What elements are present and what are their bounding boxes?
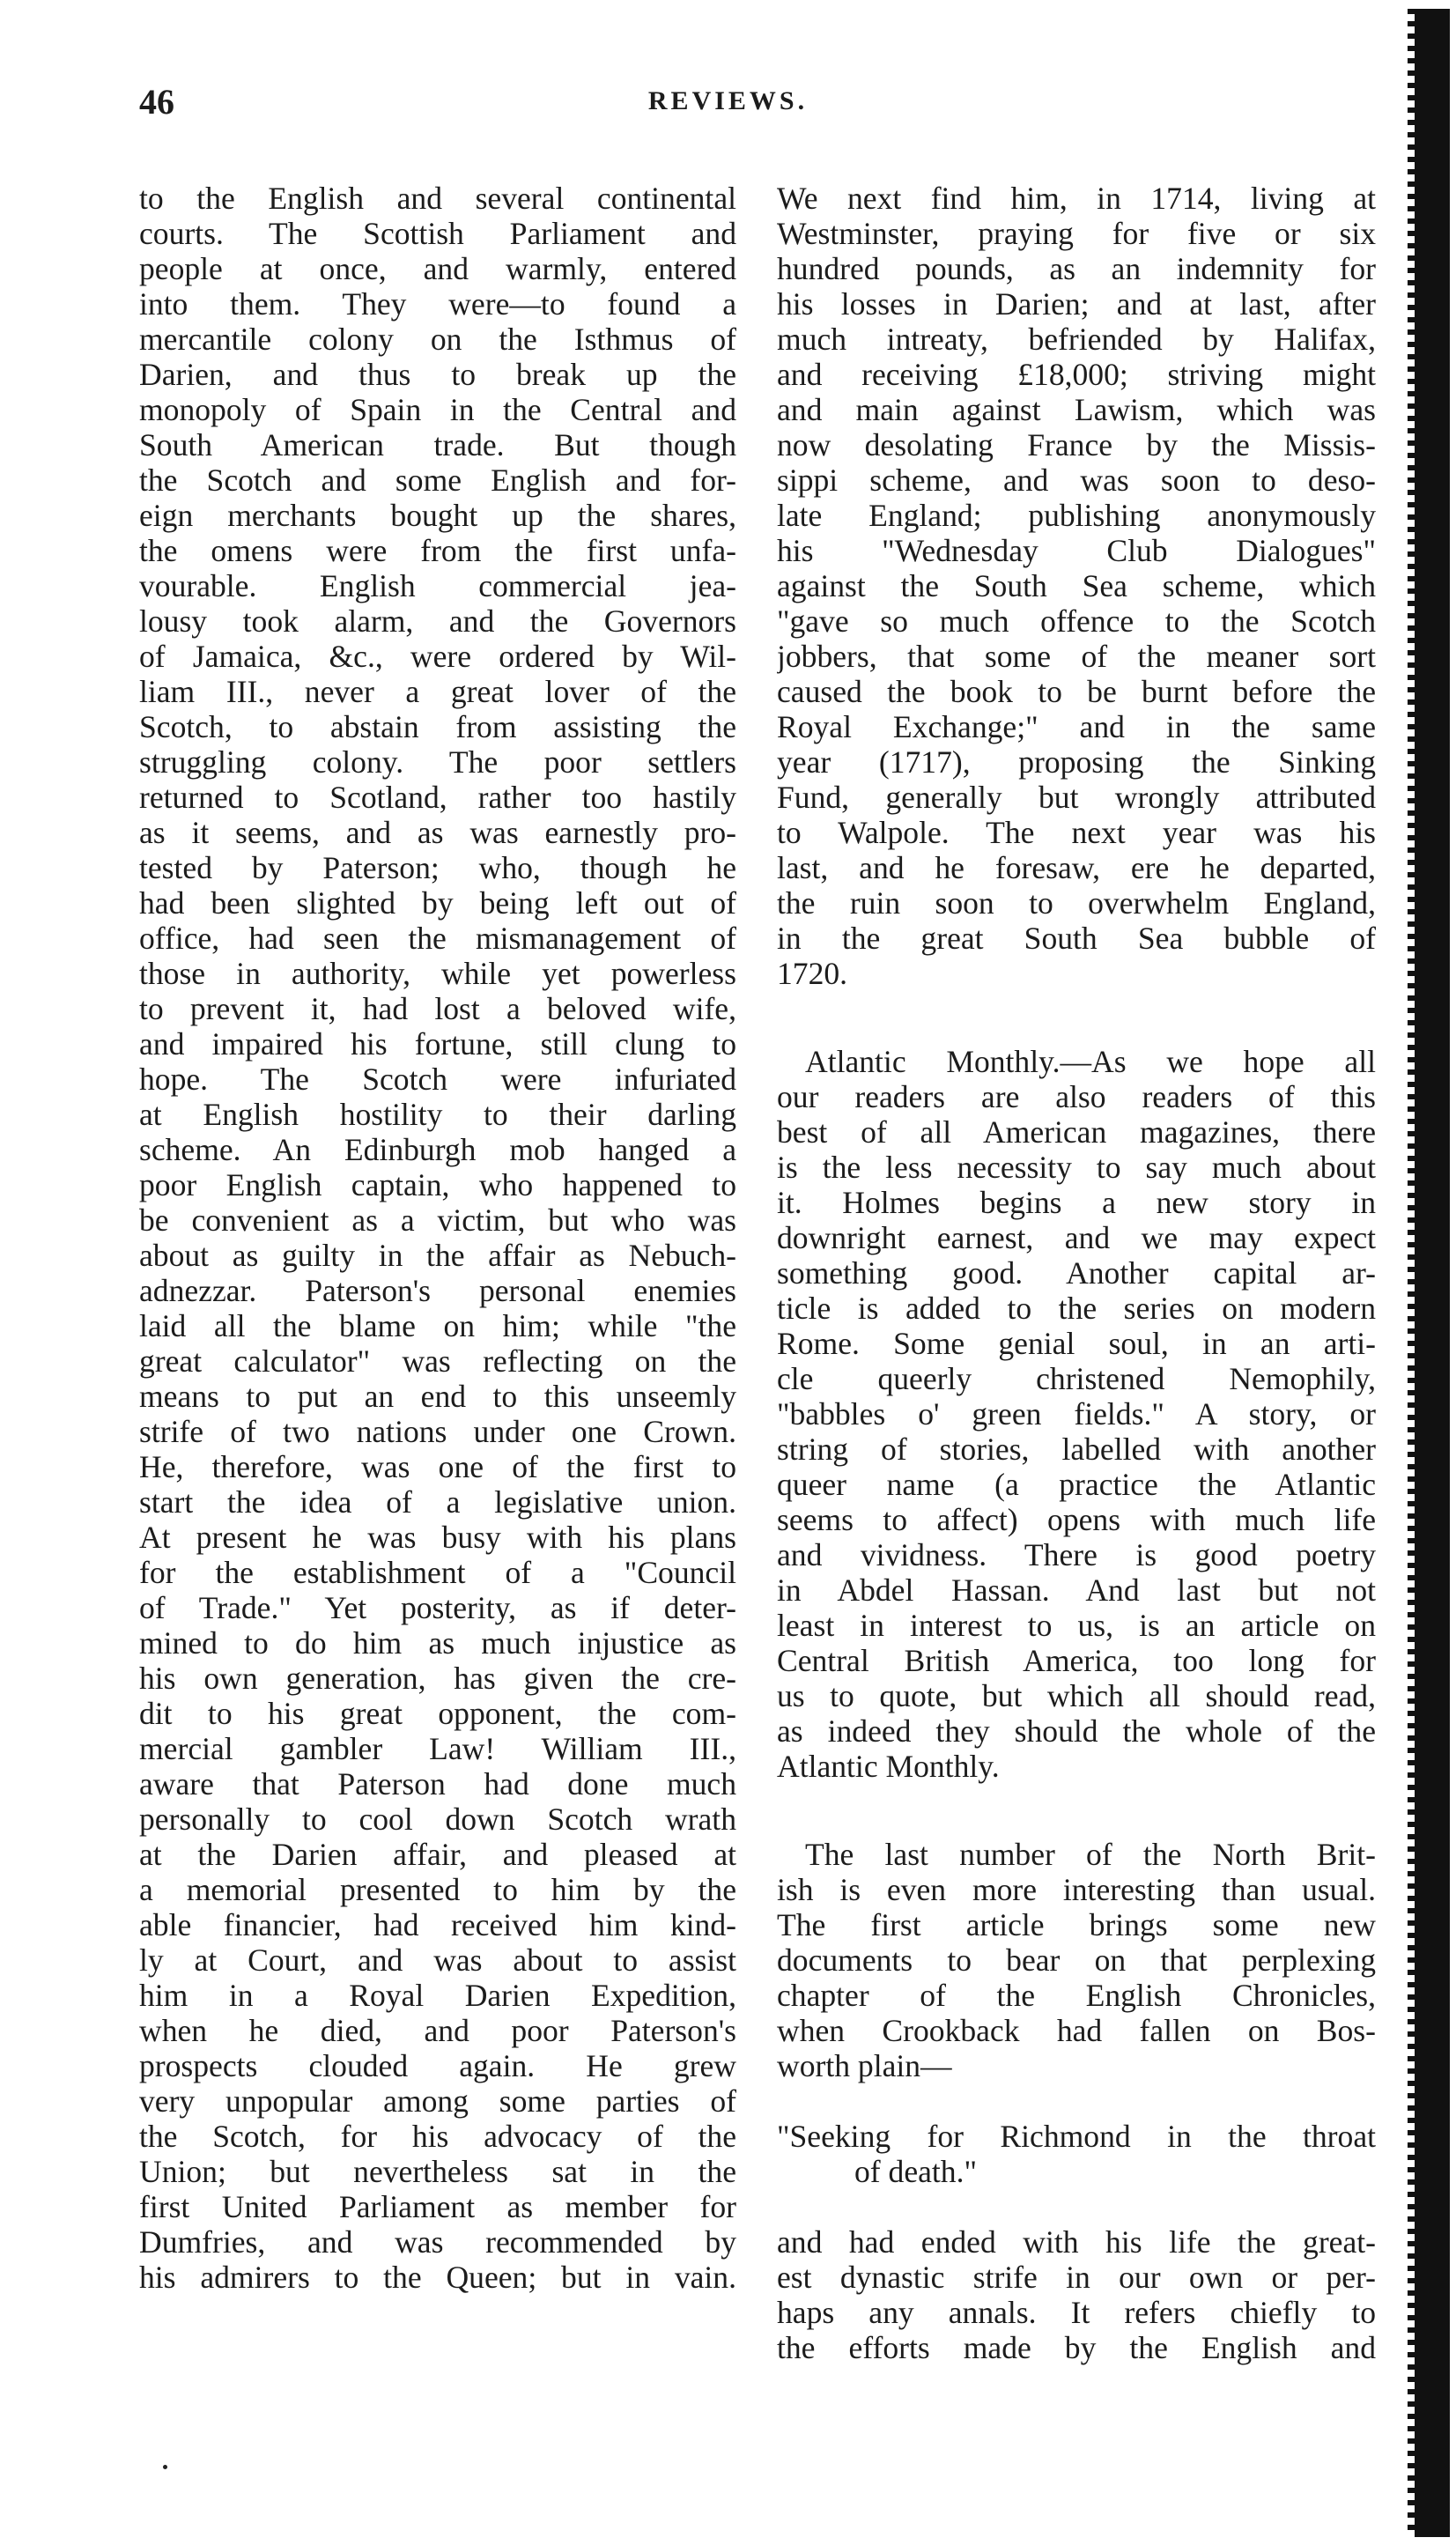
text-line: personally to cool down Scotch wrath [139, 1801, 736, 1837]
text-line: string of stories, labelled with another [777, 1432, 1376, 1467]
text-line: and had ended with his life the great- [777, 2224, 1376, 2260]
text-line: courts. The Scottish Parliament and [139, 216, 736, 251]
text-line: the efforts made by the English and [777, 2330, 1376, 2365]
text-line: and receiving £18,000; striving might [777, 357, 1376, 392]
page-number: 46 [139, 82, 174, 122]
text-line: Scotch, to abstain from assisting the [139, 709, 736, 744]
page-header [0, 81, 1456, 125]
text-line: eign merchants bought up the shares, [139, 498, 736, 533]
paragraph-gap [777, 2083, 1376, 2119]
text-line: Atlantic Monthly. [777, 1749, 1000, 1784]
paragraph-gap [777, 2189, 1376, 2224]
running-title: REVIEWS. [647, 86, 809, 115]
right-column [777, 181, 1376, 2365]
text-line: Atlantic Monthly.—As we hope all [805, 1044, 1376, 1079]
text-line: very unpopular among some parties of [139, 2083, 736, 2119]
text-line: monopoly of Spain in the Central and [139, 392, 736, 427]
text-line: hundred pounds, as an indemnity for [777, 251, 1376, 286]
quote-line: of death." [854, 2154, 977, 2189]
text-line: chapter of the English Chronicles, [777, 1978, 1376, 2013]
text-line: first United Parliament as member for [139, 2189, 736, 2224]
text-line: had been slighted by being left out of [139, 885, 736, 921]
text-line: it. Holmes begins a new story in [777, 1185, 1376, 1220]
text-line: us to quote, but which all should read, [777, 1678, 1376, 1713]
text-line: into them. They were—to found a [139, 286, 736, 322]
text-line: his admirers to the Queen; but in vain. [139, 2260, 736, 2295]
text-line: against the South Sea scheme, which [777, 568, 1376, 603]
text-line: Royal Exchange;" and in the same [777, 709, 1376, 744]
text-line: laid all the blame on him; while "the [139, 1308, 736, 1343]
text-line: aware that Paterson had done much [139, 1766, 736, 1801]
text-line: means to put an end to this unseemly [139, 1379, 736, 1414]
left-column [139, 181, 736, 2295]
text-line: to the English and several continental [139, 181, 736, 216]
quote-line: "Seeking for Richmond in the throat [777, 2119, 1376, 2154]
text-line: least in interest to us, is an article on [777, 1608, 1376, 1643]
text-line: struggling colony. The poor settlers [139, 744, 736, 780]
text-line: queer name (a practice the Atlantic [777, 1467, 1376, 1502]
text-line: "babbles o' green fields." A story, or [777, 1396, 1376, 1432]
text-line: Fund, generally but wrongly attributed [777, 780, 1376, 815]
text-line: the ruin soon to overwhelm England, [777, 885, 1376, 921]
text-line: Darien, and thus to break up the [139, 357, 736, 392]
text-line: Rome. Some genial soul, in an arti- [777, 1326, 1376, 1361]
text-line: at English hostility to their darling [139, 1097, 736, 1132]
text-line: be convenient as a victim, but who was [139, 1202, 736, 1238]
text-line: liam III., never a great lover of the [139, 674, 736, 709]
text-line: Union; but nevertheless sat in the [139, 2154, 736, 2189]
paragraph-gap [777, 1784, 1376, 1837]
text-line: great calculator" was reflecting on the [139, 1343, 736, 1379]
text-line: late England; publishing anonymously [777, 498, 1376, 533]
text-line: as it seems, and as was earnestly pro- [139, 815, 736, 850]
text-line: dit to his great opponent, the com- [139, 1696, 736, 1731]
text-line: haps any annals. It refers chiefly to [777, 2295, 1376, 2330]
text-line: the Scotch, for his advocacy of the [139, 2119, 736, 2154]
paragraph-gap [777, 991, 1376, 1044]
text-line: strife of two nations under one Crown. [139, 1414, 736, 1449]
text-line: tested by Paterson; who, though he [139, 850, 736, 885]
text-line: est dynastic strife in our own or per- [777, 2260, 1376, 2295]
text-line: last, and he foresaw, ere he departed, [777, 850, 1376, 885]
text-line: South American trade. But though [139, 427, 736, 462]
text-line: He, therefore, was one of the first to [139, 1449, 736, 1484]
text-line: seems to affect) opens with much life [777, 1502, 1376, 1537]
text-line: in the great South Sea bubble of [777, 921, 1376, 956]
text-line: Westminster, praying for five or six [777, 216, 1376, 251]
text-line: mercial gambler Law! William III., [139, 1731, 736, 1766]
text-line: year (1717), proposing the Sinking [777, 744, 1376, 780]
text-line: his "Wednesday Club Dialogues" [777, 533, 1376, 568]
text-line: documents to bear on that perplexing [777, 1942, 1376, 1978]
text-line: 1720. [777, 956, 848, 991]
text-line: mercantile colony on the Isthmus of [139, 322, 736, 357]
text-line: his own generation, has given the cre- [139, 1661, 736, 1696]
text-line: returned to Scotland, rather too hastily [139, 780, 736, 815]
text-line: to prevent it, had lost a beloved wife, [139, 991, 736, 1026]
text-line: sippi scheme, and was soon to deso- [777, 462, 1376, 498]
text-line: our readers are also readers of this [777, 1079, 1376, 1114]
text-line: ly at Court, and was about to assist [139, 1942, 736, 1978]
text-line: and vividness. There is good poetry [777, 1537, 1376, 1572]
scan-speck [163, 2465, 167, 2469]
text-line: "gave so much offence to the Scotch [777, 603, 1376, 639]
text-line: Central British America, too long for [777, 1643, 1376, 1678]
text-line: now desolating France by the Missis- [777, 427, 1376, 462]
text-line: his losses in Darien; and at last, after [777, 286, 1376, 322]
text-line: ticle is added to the series on modern [777, 1291, 1376, 1326]
text-line: the omens were from the first unfa- [139, 533, 736, 568]
text-line: vourable. English commercial jea- [139, 568, 736, 603]
text-line: caused the book to be burnt before the [777, 674, 1376, 709]
text-line: him in a Royal Darien Expedition, [139, 1978, 736, 2013]
text-line: in Abdel Hassan. And last but not [777, 1572, 1376, 1608]
text-line: a memorial presented to him by the [139, 1872, 736, 1907]
text-line: when he died, and poor Paterson's [139, 2013, 736, 2048]
text-line: start the idea of a legislative union. [139, 1484, 736, 1520]
text-line: the Scotch and some English and for- [139, 462, 736, 498]
text-line: lousy took alarm, and the Governors [139, 603, 736, 639]
text-line: The last number of the North Brit- [805, 1837, 1376, 1872]
text-line: ish is even more interesting than usual. [777, 1872, 1376, 1907]
text-line: and impaired his fortune, still clung to [139, 1026, 736, 1062]
text-line: is the less necessity to say much about [777, 1150, 1376, 1185]
text-line: able financier, had received him kind- [139, 1907, 736, 1942]
text-line: when Crookback had fallen on Bos- [777, 2013, 1376, 2048]
text-line: worth plain— [777, 2048, 952, 2083]
text-line: those in authority, while yet powerless [139, 956, 736, 991]
text-line: adnezzar. Paterson's personal enemies [139, 1273, 736, 1308]
text-line: We next find him, in 1714, living at [777, 181, 1376, 216]
text-line: much intreaty, befriended by Halifax, [777, 322, 1376, 357]
text-line: best of all American magazines, there [777, 1114, 1376, 1150]
text-line: At present he was busy with his plans [139, 1520, 736, 1555]
text-line: to Walpole. The next year was his [777, 815, 1376, 850]
scan-margin-edge [1415, 9, 1450, 2537]
text-line: people at once, and warmly, entered [139, 251, 736, 286]
text-line: of Jamaica, &c., were ordered by Wil- [139, 639, 736, 674]
text-line: for the establishment of a "Council [139, 1555, 736, 1590]
text-line: at the Darien affair, and pleased at [139, 1837, 736, 1872]
text-line: The first article brings some new [777, 1907, 1376, 1942]
text-line: downright earnest, and we may expect [777, 1220, 1376, 1255]
text-line: and main against Lawism, which was [777, 392, 1376, 427]
text-line: poor English captain, who happened to [139, 1167, 736, 1202]
text-line: Dumfries, and was recommended by [139, 2224, 736, 2260]
text-line: of Trade." Yet posterity, as if deter- [139, 1590, 736, 1625]
text-line: office, had seen the mismanagement of [139, 921, 736, 956]
text-line: about as guilty in the affair as Nebuch- [139, 1238, 736, 1273]
text-line: hope. The Scotch were infuriated [139, 1062, 736, 1097]
text-line: as indeed they should the whole of the [777, 1713, 1376, 1749]
text-line: cle queerly christened Nemophily, [777, 1361, 1376, 1396]
text-line: prospects clouded again. He grew [139, 2048, 736, 2083]
text-line: something good. Another capital ar- [777, 1255, 1376, 1291]
text-line: jobbers, that some of the meaner sort [777, 639, 1376, 674]
text-line: mined to do him as much injustice as [139, 1625, 736, 1661]
text-line: scheme. An Edinburgh mob hanged a [139, 1132, 736, 1167]
